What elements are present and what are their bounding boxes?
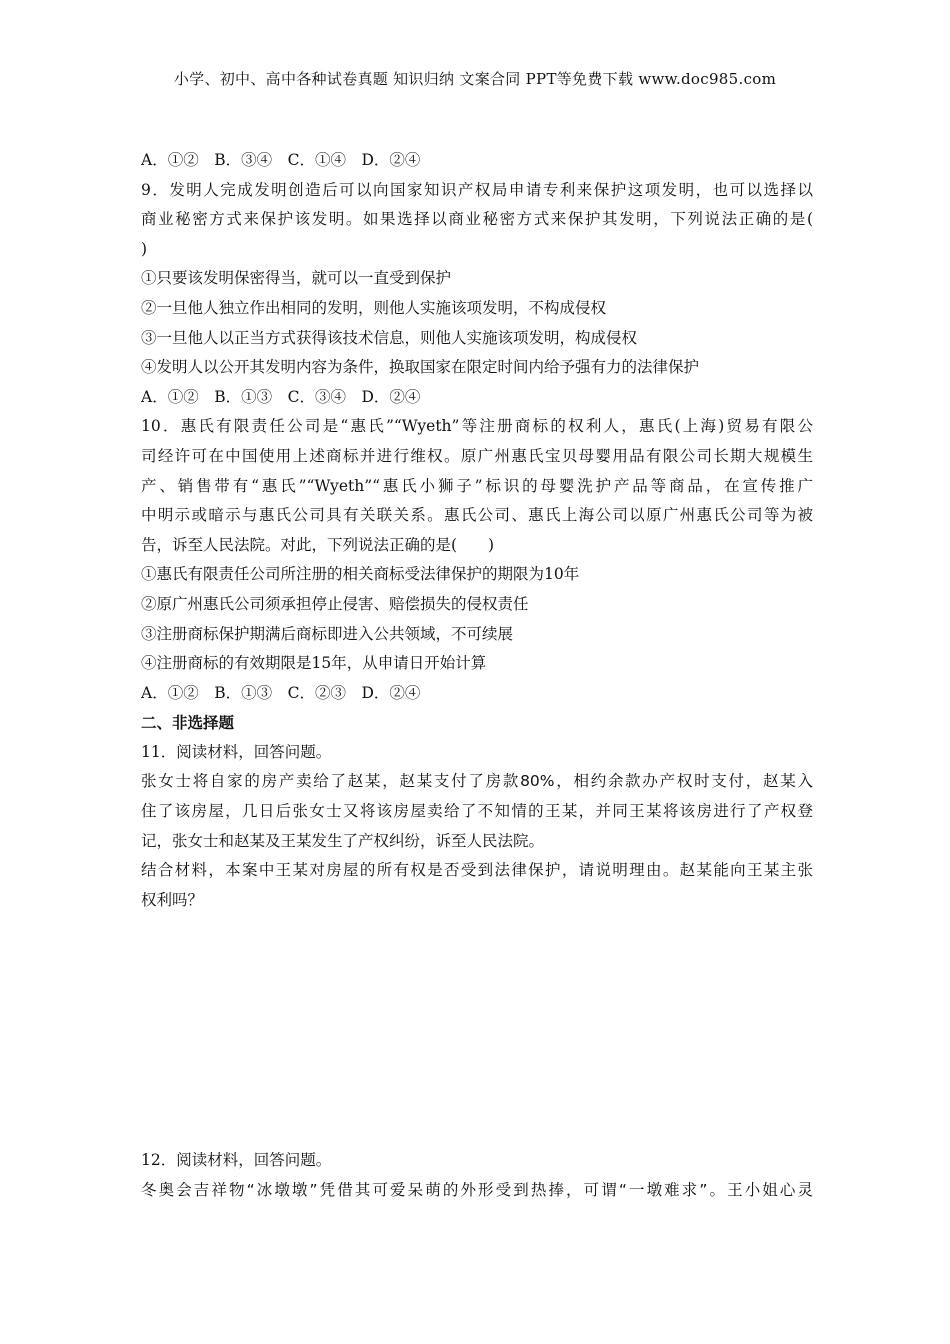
q11-question-line-1: 结合材料，本案中王某对房屋的所有权是否受到法律保护，请说明理由。赵某能向王某主张 xyxy=(141,861,813,880)
document-body xyxy=(141,146,813,915)
q9-item-3: ③一旦他人以正当方式获得该技术信息，则他人实施该项发明，构成侵权 xyxy=(141,328,638,347)
q10-options: A．①② B．①③ C．②③ D．②④ xyxy=(141,683,421,702)
q9-item-4: ④发明人以公开其发明内容为条件，换取国家在限定时间内给予强有力的法律保护 xyxy=(141,358,700,377)
q10-stem-line-5: 告，诉至人民法院。对此，下列说法正确的是( ) xyxy=(141,535,495,554)
q10-item-2: ②原广州惠氏公司须承担停止侵害、赔偿损失的侵权责任 xyxy=(141,594,529,613)
question-12 xyxy=(141,1146,813,1205)
q11-title: 11．阅读材料，回答问题。 xyxy=(141,742,332,761)
q9-item-1: ①只要该发明保密得当，就可以一直受到保护 xyxy=(141,269,452,288)
q9-stem-line-2: 商业秘密方式来保护该发明。如果选择以商业秘密方式来保护其发明，下列说法正确的是( xyxy=(141,210,813,229)
q10-stem-line-2: 司经许可在中国使用上述商标并进行维权。原广州惠氏宝贝母婴用品有限公司长期大规模生 xyxy=(141,446,813,465)
q12-material-line-1: 冬奥会吉祥物“冰墩墩”凭借其可爱呆萌的外形受到热捧，可谓“一墩难求”。王小姐心灵 xyxy=(141,1180,813,1199)
q10-stem-line-1: 10．惠氏有限责任公司是“惠氏”“Wyeth”等注册商标的权利人，惠氏(上海)贸易有限公 xyxy=(141,417,813,436)
q10-stem-line-4: 中明示或暗示与惠氏公司具有关联关系。惠氏公司、惠氏上海公司以原广州惠氏公司等为被 xyxy=(141,506,813,525)
q9-stem-line-1: 9．发明人完成发明创造后可以向国家知识产权局申请专利来保护这项发明，也可以选择以 xyxy=(141,180,813,199)
q8-options: A．①② B．③④ C．①④ D．②④ xyxy=(141,151,421,169)
q10-item-3: ③注册商标保护期满后商标即进入公共领域，不可续展 xyxy=(141,624,514,643)
q9-options: A．①② B．①③ C．③④ D．②④ xyxy=(141,387,421,406)
q12-title: 12．阅读材料，回答问题。 xyxy=(141,1151,332,1169)
q11-material-line-2: 住了该房屋，几日后张女士又将该房屋卖给了不知情的王某，并同王某将该房进行了产权登 xyxy=(141,802,813,821)
section-title-non-choice: 二、非选择题 xyxy=(141,713,235,733)
q11-material-line-3: 记，张女士和赵某及王某发生了产权纠纷，诉至人民法院。 xyxy=(141,831,545,850)
q9-stem-line-3: ) xyxy=(141,239,148,258)
q11-question-line-2: 权利吗？ xyxy=(141,890,204,909)
q10-stem-line-3: 产、销售带有“惠氏”“Wyeth”“惠氏小狮子”标识的母婴洗护产品等商品，在宣传推广 xyxy=(141,476,813,495)
q9-item-2: ②一旦他人独立作出相同的发明，则他人实施该项发明，不构成侵权 xyxy=(141,298,607,317)
q10-item-1: ①惠氏有限责任公司所注册的相关商标受法律保护的期限为10年 xyxy=(141,565,580,584)
q10-item-4: ④注册商标的有效期限是15年，从申请日开始计算 xyxy=(141,654,487,673)
q11-material-line-1: 张女士将自家的房产卖给了赵某，赵某支付了房款80%，相约余款办产权时支付，赵某入 xyxy=(141,772,813,791)
page-header: 小学、初中、高中各种试卷真题 知识归纳 文案合同 PPT等免费下载 www.doc985.com xyxy=(173,70,777,88)
